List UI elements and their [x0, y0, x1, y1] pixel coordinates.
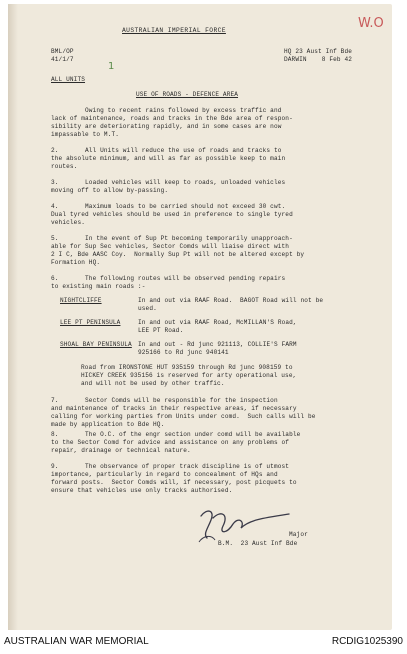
text-line: 2 I C, Bde AASC Coy. Normally Sup Pt will not be altered except by [51, 251, 305, 258]
text-line: lack of maintenance, roads and tracks in the Bde area of respon- [51, 115, 293, 122]
route-name: NIGHTCLIFFE [60, 297, 102, 304]
route-name: SHOAL BAY PENINSULA [60, 341, 132, 348]
text-line: HICKEY CREEK 935156 is reserved for arty operational use, [81, 372, 297, 379]
footer-id: RCDIG1025390 [331, 636, 403, 647]
text-line: 6. The following routes will be observed pending repairs [51, 275, 286, 282]
handwritten-note: W.O [358, 16, 384, 31]
text-line: 4. Maximum loads to be carried should not exceed 30 cwt. [51, 203, 286, 210]
text-line: 9. The observance of proper track discipline is of utmost [51, 463, 290, 470]
page-edge-shadow [8, 4, 18, 630]
text-line: and maintenance of tracks in their respective areas, if necessary [51, 405, 297, 412]
reference-line-2: 41/1/7 [51, 56, 74, 63]
text-line: 7. Sector Comds will be responsible for the inspection [51, 397, 278, 404]
text-line: and will not be used by other traffic. [81, 380, 225, 387]
text-line: 3. Loaded vehicles will keep to roads, unloaded vehicles [51, 179, 286, 186]
text-line: importance, particularly in regard to concealment of HQs and [51, 471, 278, 478]
text-line: forward posts. Sector Comds will, if necessary, post picquets to [51, 479, 297, 486]
document-title: AUSTRALIAN IMPERIAL FORCE [122, 27, 226, 34]
reference-line-1: BML/OP [51, 48, 74, 55]
originator-unit: HQ 23 Aust Inf Bde [284, 48, 353, 55]
text-line: Dual tyred vehicles should be used in preference to single tyred [51, 211, 293, 218]
text-line: calling for working parties from Units under comd. Such calls will be [51, 413, 316, 420]
signatory-rank: Major [289, 531, 308, 538]
route-text: In and out via RAAF Road, McMILLAN'S Road, [138, 319, 297, 326]
text-line: 8. The O.C. of the engr section under comd will be available [51, 431, 301, 438]
subject-line: USE OF ROADS - DEFENCE AREA [136, 91, 239, 98]
margin-mark: 1 [108, 61, 115, 72]
route-text: LEE PT Road. [138, 327, 184, 334]
signatory-title: B.M. 23 Aust Inf Bde [218, 540, 298, 547]
text-line: Formation HQ. [51, 259, 101, 266]
text-line: sibility are deteriorating rapidly, and in some cases are now [51, 123, 282, 130]
text-line: to existing main roads :- [51, 283, 146, 290]
text-line: Road from IRONSTONE HUT 935159 through Rd junc 908159 to [81, 364, 293, 371]
text-line: Owing to recent rains followed by excess traffic and [51, 107, 282, 114]
text-line: to the Sector Comd for advice and assistance on any problems of [51, 439, 290, 446]
document-page [8, 4, 392, 630]
text-line: 2. All Units will reduce the use of roads and tracks to [51, 147, 282, 154]
archive-footer [0, 630, 407, 654]
text-line: made by application to Bde HQ. [51, 421, 165, 428]
route-text: 925166 to Rd junc 940141 [138, 349, 229, 356]
route-text: In and out - Rd junc 921113, COLLIE'S FARM [138, 341, 297, 348]
text-line: the absolute minimum, and will as far as possible keep to main [51, 155, 286, 162]
text-line: repair, drainage or technical nature. [51, 447, 191, 454]
route-text: In and out via RAAF Road. BAGOT Road will not be [138, 297, 324, 304]
text-line: impassable to M.T. [51, 131, 120, 138]
distribution: ALL UNITS [51, 76, 86, 83]
footer-source: AUSTRALIAN WAR MEMORIAL [4, 636, 149, 647]
text-line: routes. [51, 163, 78, 170]
place-and-date: DARWIN 8 Feb 42 [284, 56, 353, 63]
text-line: vehicles. [51, 219, 86, 226]
text-line: 5. In the event of Sup Pt becoming temporarily unapproach- [51, 235, 293, 242]
text-line: moving off to allow by-passing. [51, 187, 169, 194]
route-text: used. [138, 305, 157, 312]
text-line: ensure that vehicles use only tracks authorised. [51, 487, 233, 494]
text-line: able for Sup Sec vehicles, Sector Comds will liaise direct with [51, 243, 290, 250]
route-name: LEE PT PENINSULA [60, 319, 121, 326]
